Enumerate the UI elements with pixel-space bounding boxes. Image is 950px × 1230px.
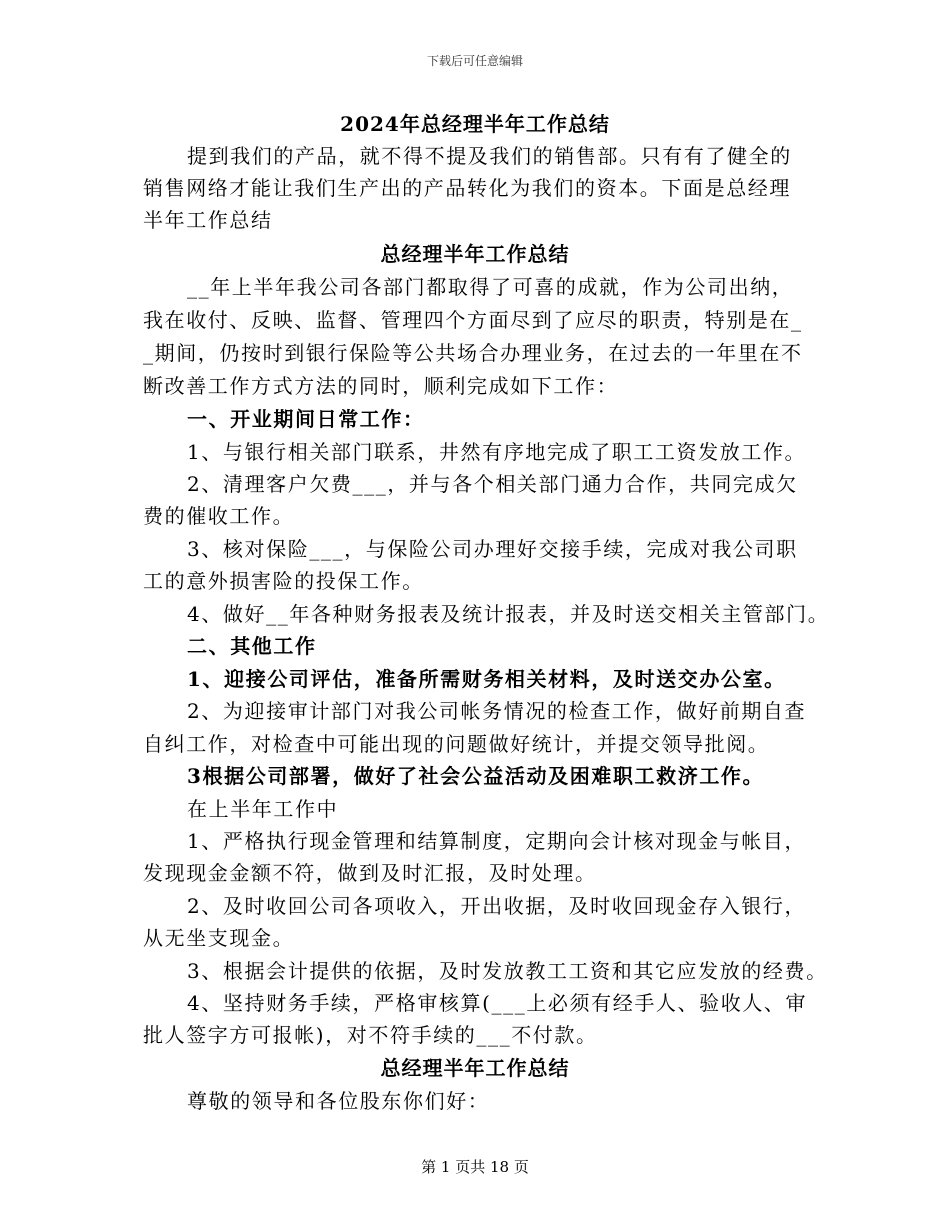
paragraph-line: __年上半年我公司各部门都取得了可喜的成就，作为公司出纳， <box>187 275 794 299</box>
list-item-continuation: 费的催收工作。 <box>143 504 295 528</box>
list-item-continuation: 工的意外损害险的投保工作。 <box>143 569 424 593</box>
list-item: 3、核对保险___，与保险公司办理好交接手续，完成对我公司职 <box>187 537 798 561</box>
list-item: 3根据公司部署，做好了社会公益活动及困难职工救济工作。 <box>187 764 765 788</box>
list-item: 2、为迎接审计部门对我公司帐务情况的检查工作，做好前期自查 <box>187 699 807 723</box>
list-item: 2、及时收回公司各项收入，开出收据，及时收回现金存入银行， <box>187 894 807 918</box>
section-heading-2: 总经理半年工作总结 <box>380 1056 570 1080</box>
paragraph-line: _期间，仍按时到银行保险等公共场合办理业务，在过去的一年里在不 <box>143 341 803 365</box>
page-number-footer: 第 1 页共 18 页 <box>421 1158 529 1176</box>
list-item: 1、迎接公司评估，准备所需财务相关材料，及时送交办公室。 <box>187 667 786 691</box>
list-item-continuation: 批人签字方可报帐)，对不符手续的___不付款。 <box>143 1023 598 1047</box>
page-header-note: 下载后可任意编辑 <box>426 54 523 68</box>
paragraph-line: 我在收付、反映、监督、管理四个方面尽到了应尽的职责，特别是在_ <box>143 308 803 332</box>
intro-line-3: 半年工作总结 <box>143 208 273 232</box>
list-item: 4、坚持财务手续，严格审核算(___上必须有经手人、验收人、审 <box>187 991 808 1015</box>
list-item: 1、严格执行现金管理和结算制度，定期向会计核对现金与帐目， <box>187 829 807 853</box>
list-item: 2、清理客户欠费___，并与各个相关部门通力合作，共同完成欠 <box>187 472 798 496</box>
list-item: 4、做好__年各种财务报表及统计报表，并及时送交相关主管部门。 <box>187 602 830 626</box>
list-item-continuation: 自纠工作，对检查中可能出现的问题做好统计，并提交领导批阅。 <box>143 732 770 756</box>
intro-line-1: 提到我们的产品，就不得不提及我们的销售部。只有有了健全的 <box>187 144 792 168</box>
subheading-daily-work: 一、开业期间日常工作： <box>187 407 425 431</box>
list-item: 3、根据会计提供的依据，及时发放教工工资和其它应发放的经费。 <box>187 959 828 983</box>
subheading-other-work: 二、其他工作 <box>187 634 317 658</box>
paragraph-line: 在上半年工作中 <box>187 797 339 821</box>
section-heading-1: 总经理半年工作总结 <box>380 242 570 266</box>
list-item-continuation: 发现现金金额不符，做到及时汇报，及时处理。 <box>143 861 597 885</box>
salutation-line: 尊敬的领导和各位股东你们好： <box>187 1089 490 1113</box>
list-item: 1、与银行相关部门联系，井然有序地完成了职工工资发放工作。 <box>187 440 807 464</box>
paragraph-line: 断改善工作方式方法的同时，顺利完成如下工作： <box>143 374 619 398</box>
document-title: 2024年总经理半年工作总结 <box>340 112 610 136</box>
list-item-continuation: 从无坐支现金。 <box>143 926 295 950</box>
intro-line-2: 销售网络才能让我们生产出的产品转化为我们的资本。下面是总经理 <box>143 176 791 200</box>
